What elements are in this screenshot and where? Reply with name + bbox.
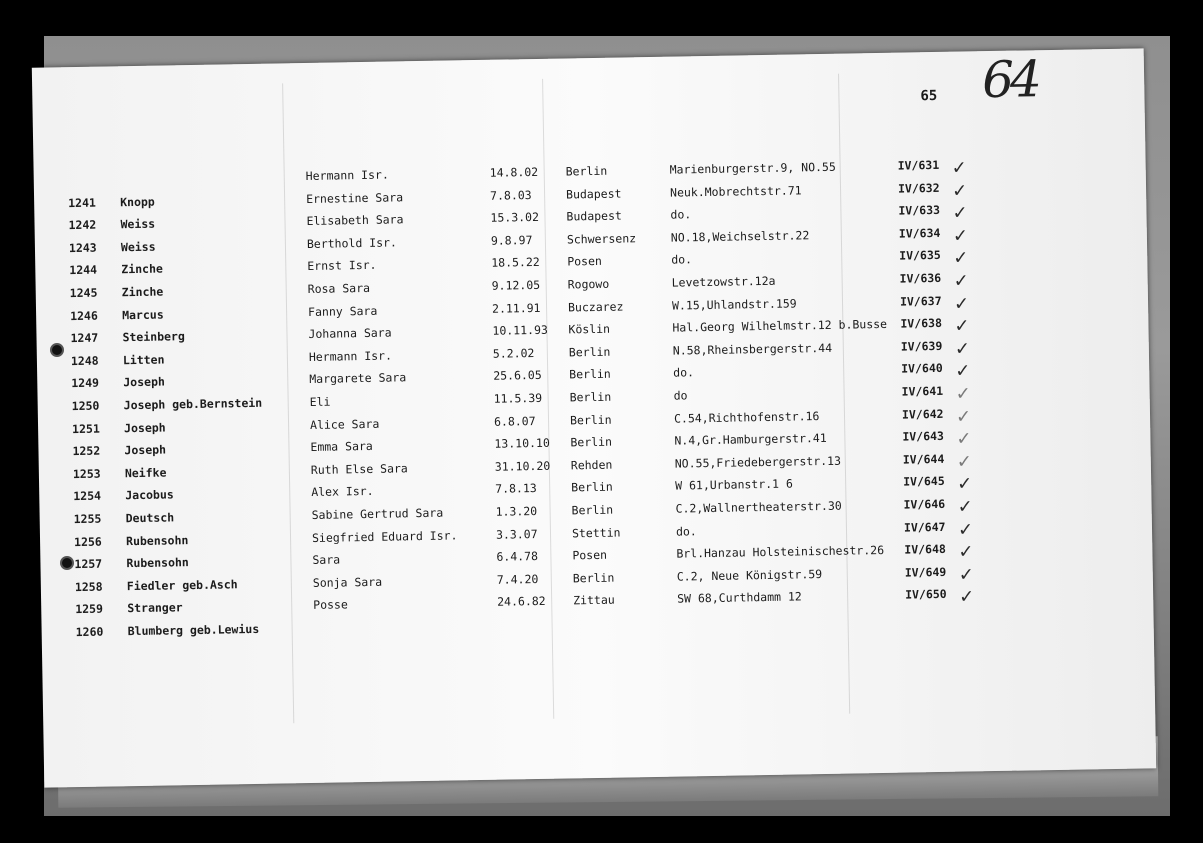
birth-date: 15.3.02 <box>490 210 540 225</box>
surname: Zinche <box>121 284 164 300</box>
first-name: Emma Sara <box>310 439 373 455</box>
checkmark-icon: ✓ <box>953 247 969 270</box>
surname: Stranger <box>127 600 183 616</box>
birth-date: 3.3.07 <box>495 526 538 542</box>
birth-date: 5.2.02 <box>492 345 535 361</box>
address: do. <box>671 252 693 268</box>
reference-number: IV/646 <box>903 496 946 512</box>
entry-number: 1256 <box>73 534 102 549</box>
birth-place: Rogowo <box>567 276 610 292</box>
birth-date: 9.12.05 <box>491 277 541 293</box>
entry-number: 1258 <box>74 579 103 594</box>
first-name: Margarete Sara <box>309 370 407 387</box>
address: SW 68,Curthdamm 12 <box>677 589 802 606</box>
page-number: 65 <box>920 87 938 105</box>
birth-date: 10.11.93 <box>492 322 548 338</box>
birth-place: Buczarez <box>567 299 624 315</box>
first-name: Ernst Isr. <box>307 258 377 274</box>
address: do. <box>673 365 695 380</box>
birth-place: Berlin <box>571 480 613 495</box>
birth-date: 2.11.91 <box>491 300 541 316</box>
entry-number: 1255 <box>73 511 102 527</box>
address: N.58,Rheinsbergerstr.44 <box>672 340 833 358</box>
address: do <box>673 388 688 403</box>
address: Brl.Hanzau Holsteinischestr.26 <box>676 543 885 561</box>
birth-place: Berlin <box>570 434 613 450</box>
reference-number: IV/648 <box>904 542 947 557</box>
birth-date: 25.6.05 <box>493 368 542 384</box>
reference-number: IV/644 <box>902 451 945 467</box>
first-name: Ruth Else Sara <box>310 461 408 477</box>
birth-place: Posen <box>567 254 603 269</box>
reference-number: IV/649 <box>904 564 947 580</box>
checkmark-icon: ✓ <box>952 225 969 247</box>
entry-number: 1241 <box>68 195 96 210</box>
first-name: Ernestine Sara <box>306 189 404 206</box>
entry-number: 1257 <box>74 556 103 572</box>
birth-place: Budapest <box>565 186 622 202</box>
reference-number: IV/633 <box>898 203 941 218</box>
entry-number: 1253 <box>72 466 101 481</box>
checkmark-icon: ✓ <box>958 541 974 563</box>
birth-place: Berlin <box>571 502 614 518</box>
first-name: Eli <box>309 394 331 409</box>
document-page <box>32 48 1156 787</box>
birth-date: 24.6.82 <box>497 594 546 610</box>
checkmark-icon: ✓ <box>954 315 970 337</box>
surname: Knopp <box>120 194 155 209</box>
reference-number: IV/640 <box>901 361 943 377</box>
surname: Weiss <box>120 216 156 232</box>
checkmark-icon: ✓ <box>957 496 973 518</box>
address: C.2,Wallnertheaterstr.30 <box>675 498 842 516</box>
birth-place: Berlin <box>565 163 608 179</box>
address: Neuk.Mobrechtstr.71 <box>669 182 802 200</box>
reference-number: IV/645 <box>903 474 945 490</box>
checkmark-icon: ✓ <box>953 270 969 292</box>
birth-place: Berlin <box>569 412 612 428</box>
checkmark-icon: ✓ <box>956 428 972 450</box>
checkmark-icon: ✓ <box>958 564 975 586</box>
checkmark-icon: ✓ <box>959 586 975 609</box>
checkmark-icon: ✓ <box>956 451 973 473</box>
address: NO.55,Friedebergerstr.13 <box>674 453 842 471</box>
first-name: Fanny Sara <box>307 303 378 319</box>
reference-number: IV/650 <box>905 587 947 602</box>
checkmark-icon: ✓ <box>953 293 970 315</box>
birth-date: 7.8.13 <box>495 481 537 497</box>
address: do. <box>675 523 697 539</box>
first-name: Siegfried Eduard Isr. <box>311 527 458 545</box>
birth-place: Köslin <box>568 321 611 337</box>
binder-hole-icon <box>60 556 74 570</box>
entry-number: 1251 <box>71 421 100 436</box>
reference-number: IV/635 <box>899 248 941 264</box>
binder-hole-icon <box>50 343 64 357</box>
birth-place: Berlin <box>572 570 615 586</box>
surname: Joseph <box>124 442 167 458</box>
entry-number: 1250 <box>71 398 100 414</box>
surname: Zinche <box>121 261 164 277</box>
checkmark-icon: ✓ <box>952 202 968 224</box>
entry-number: 1247 <box>70 330 99 346</box>
surname: Blumberg geb.Lewius <box>127 621 260 639</box>
first-name: Sabine Gertrud Sara <box>311 505 444 522</box>
surname: Joseph <box>123 374 165 390</box>
surname: Rubensohn <box>126 555 189 571</box>
first-name: Sara <box>312 552 341 568</box>
birth-place: Budapest <box>566 208 622 224</box>
checkmark-icon: ✓ <box>951 157 967 179</box>
surname: Marcus <box>122 307 164 322</box>
first-name: Posse <box>313 597 348 613</box>
birth-date: 14.8.02 <box>489 164 539 180</box>
address: NO.18,Weichselstr.22 <box>670 228 810 245</box>
birth-date: 7.4.20 <box>496 571 539 587</box>
entry-number: 1242 <box>68 217 97 233</box>
handwritten-page-number: 64 <box>981 50 1039 110</box>
checkmark-icon: ✓ <box>957 518 974 541</box>
reference-number: IV/632 <box>897 180 940 196</box>
birth-place: Rehden <box>570 457 613 473</box>
address: Marienburgerstr.9, NO.55 <box>669 159 836 177</box>
birth-date: 13.10.10 <box>494 435 550 451</box>
entry-number: 1254 <box>73 489 102 504</box>
birth-date: 6.4.78 <box>496 549 539 564</box>
first-name: Sonja Sara <box>312 574 383 590</box>
reference-number: IV/631 <box>897 157 940 173</box>
surname: Steinberg <box>122 329 185 345</box>
address: C.2, Neue Königstr.59 <box>676 566 823 584</box>
birth-date: 18.5.22 <box>491 255 540 271</box>
birth-date: 11.5.39 <box>493 390 543 406</box>
entry-number: 1246 <box>70 308 98 323</box>
surname: Joseph geb.Bernstein <box>123 395 263 413</box>
first-name: Hermann Isr. <box>308 348 393 364</box>
address: W 61,Urbanstr.1 6 <box>675 476 794 493</box>
birth-date: 31.10.20 <box>494 458 551 474</box>
birth-place: Berlin <box>569 367 611 382</box>
address: Levetzowstr.12a <box>671 273 776 290</box>
entry-number: 1244 <box>69 263 98 278</box>
entry-number: 1243 <box>68 240 97 255</box>
entry-number: 1248 <box>70 353 99 368</box>
entry-number: 1245 <box>69 285 98 301</box>
address: C.54,Richthofenstr.16 <box>673 408 820 426</box>
reference-number: IV/647 <box>903 519 946 535</box>
entry-number: 1252 <box>72 443 101 459</box>
entry-number: 1260 <box>75 624 104 640</box>
reference-number: IV/637 <box>899 293 942 309</box>
address: N.4,Gr.Hamburgerstr.41 <box>674 431 827 448</box>
first-name: Rosa Sara <box>307 280 371 296</box>
address: do. <box>670 207 692 222</box>
surname: Jacobus <box>125 487 174 503</box>
reference-number: IV/636 <box>899 270 942 286</box>
birth-place: Berlin <box>568 344 611 360</box>
reference-number: IV/643 <box>902 429 945 444</box>
address: Hal.Georg Wilhelmstr.12 b.Busse <box>672 317 888 335</box>
checkmark-icon: ✓ <box>955 383 971 405</box>
checkmark-icon: ✓ <box>957 473 973 496</box>
birth-date: 1.3.20 <box>495 504 538 519</box>
checkmark-icon: ✓ <box>955 360 971 383</box>
birth-date: 9.8.97 <box>490 232 533 248</box>
surname: Rubensohn <box>125 532 189 548</box>
birth-place: Schwersenz <box>566 231 637 247</box>
first-name: Johanna Sara <box>308 325 392 342</box>
first-name: Alice Sara <box>309 416 380 432</box>
reference-number: IV/641 <box>901 383 944 399</box>
reference-number: IV/639 <box>900 338 943 354</box>
surname: Deutsch <box>125 510 175 526</box>
surname: Litten <box>122 352 165 368</box>
birth-date: 6.8.07 <box>493 413 536 429</box>
birth-date: 7.8.03 <box>489 187 532 203</box>
surname: Fiedler geb.Asch <box>126 577 238 593</box>
reference-number: IV/634 <box>898 225 941 241</box>
first-name: Hermann Isr. <box>305 167 389 183</box>
first-name: Elisabeth Sara <box>306 212 404 229</box>
address: W.15,Uhlandstr.159 <box>671 296 797 313</box>
reference-number: IV/642 <box>901 406 944 422</box>
entry-number: 1259 <box>75 601 104 617</box>
surname: Joseph <box>123 420 166 435</box>
birth-place: Berlin <box>569 389 612 405</box>
first-name: Berthold Isr. <box>306 235 398 251</box>
birth-place: Zittau <box>573 593 615 608</box>
checkmark-icon: ✓ <box>951 180 968 202</box>
surname: Weiss <box>120 239 156 255</box>
surname: Neifke <box>124 465 167 480</box>
first-name: Alex Isr. <box>311 484 374 500</box>
reference-number: IV/638 <box>900 316 943 331</box>
birth-place: Stettin <box>571 525 621 540</box>
entry-number: 1249 <box>71 376 100 391</box>
birth-place: Posen <box>572 547 608 563</box>
checkmark-icon: ✓ <box>954 338 971 360</box>
checkmark-icon: ✓ <box>955 406 972 428</box>
